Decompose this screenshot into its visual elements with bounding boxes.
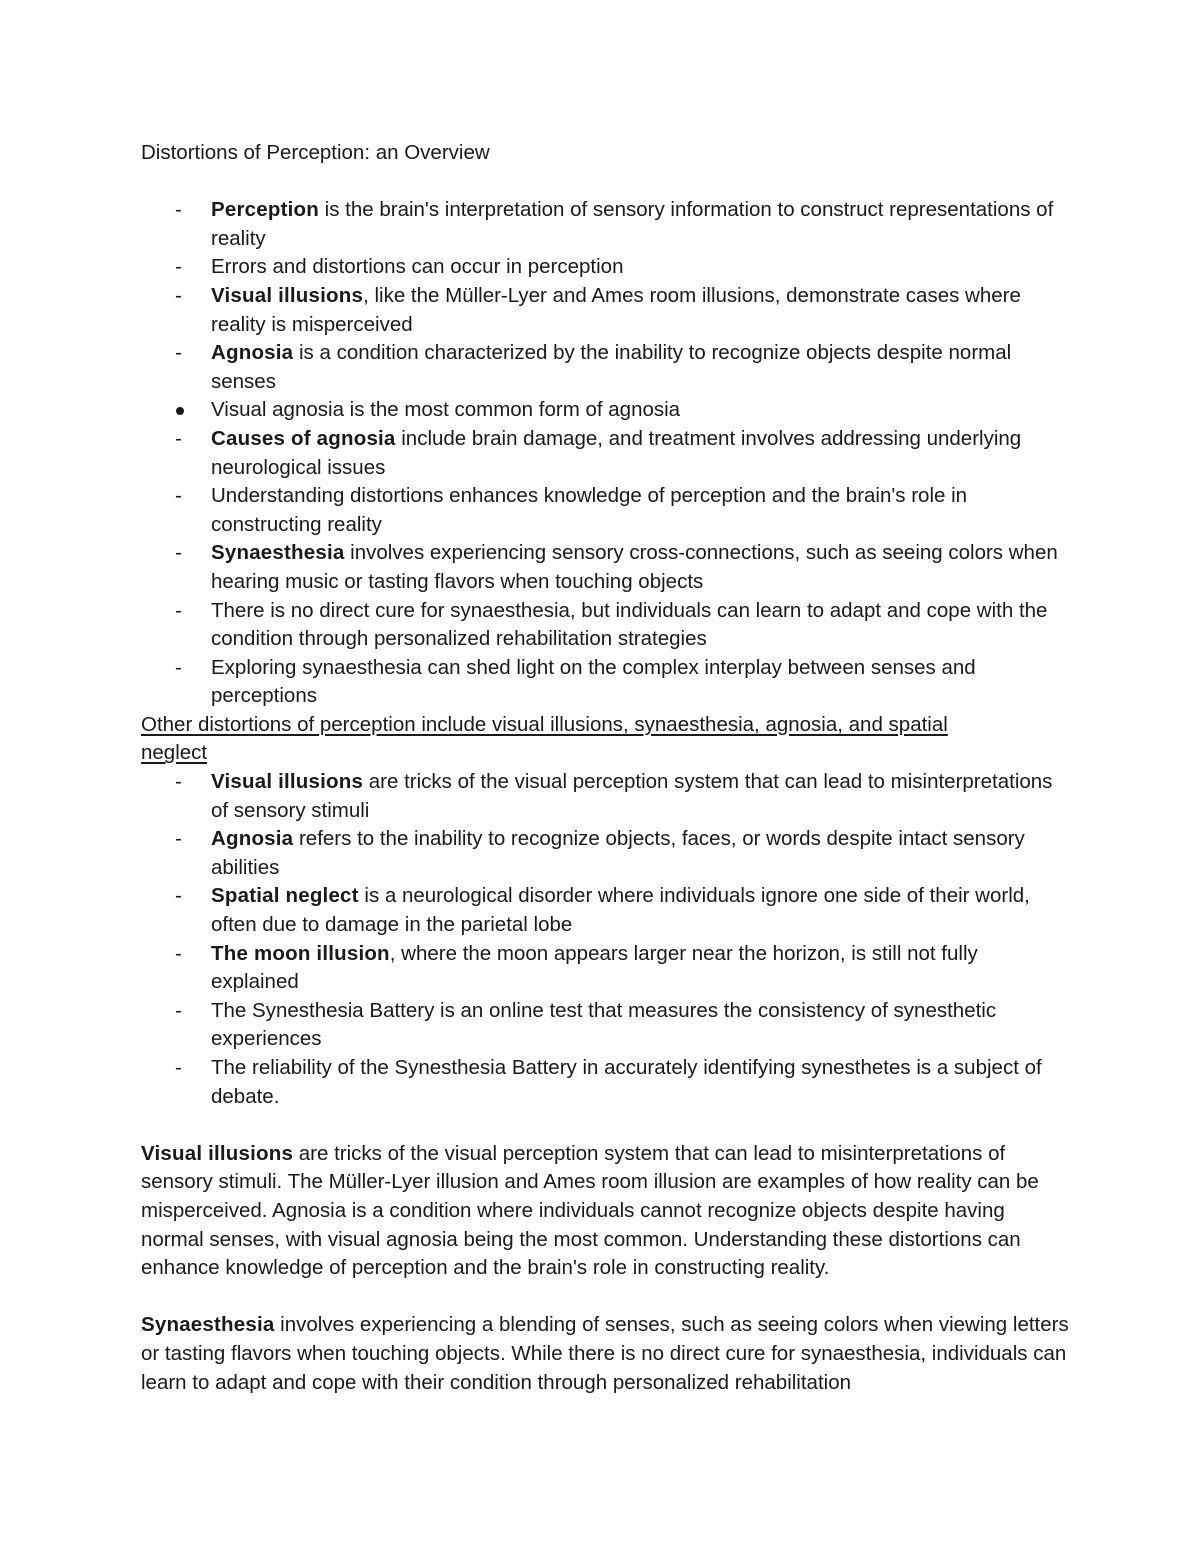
list-item <box>141 768 1071 825</box>
blank-line <box>141 1111 1071 1140</box>
list-item-text: , where the moon appears larger near the horizon, is still not fully explained <box>211 941 978 994</box>
list-item <box>141 282 1071 339</box>
list-item <box>141 1054 1071 1111</box>
list-item-text: involves experiencing sensory cross-connections, such as seeing colors when hearing music or tasting flavors when touching objects <box>211 541 1058 593</box>
dash-marker: - <box>175 998 182 1022</box>
dash-marker: - <box>175 484 182 508</box>
dash-marker: - <box>175 827 182 851</box>
bold-term: The moon illusion <box>211 941 390 965</box>
dash-marker: - <box>175 283 182 307</box>
bold-term: Visual illusions <box>211 770 364 794</box>
list-item <box>141 997 1071 1054</box>
list-item <box>141 539 1071 596</box>
bold-term: Spatial neglect <box>211 884 359 908</box>
list-item <box>141 825 1071 882</box>
dash-marker: - <box>175 341 182 365</box>
visual-illusions-paragraph <box>141 1140 1071 1283</box>
bold-term: Agnosia <box>211 827 294 851</box>
bold-term: Perception <box>211 198 319 222</box>
paragraph-text: are tricks of the visual perception system that can lead to misinterpretations of sensory stimuli. The Müller-Lyer illusion and Ames room illusion are examples of how reality can be misperceived. Agnosia is a condition where individuals cannot recognize objects despite having normal senses, with visual agnosia being the most common. Understanding these distortions can enhance knowledge of perception and the brain's role in constructing reality. <box>141 1141 1039 1280</box>
blank-line <box>141 168 1071 197</box>
bold-term: Visual illusions <box>211 283 364 307</box>
dash-marker: - <box>175 884 182 908</box>
list-item <box>141 882 1071 939</box>
paragraph-bold-term: Synaesthesia <box>141 1313 275 1337</box>
dash-marker: - <box>175 770 182 794</box>
dash-marker: - <box>175 941 182 965</box>
blank-line <box>141 1283 1071 1312</box>
dash-marker: - <box>175 1056 182 1079</box>
other-distortions-bullet-list <box>141 768 1071 1111</box>
list-item <box>141 396 1071 425</box>
list-item-text: is a condition characterized by the inability to recognize objects despite normal senses <box>211 341 1012 393</box>
list-item-text: Exploring synaesthesia can shed light on the complex interplay between senses and perceptions <box>211 655 976 708</box>
list-item <box>141 253 1071 282</box>
list-item <box>141 425 1071 482</box>
paragraph-text: involves experiencing a blending of senses, such as seeing colors when viewing letters or tasting flavors when touching objects. While there is no direct cure for synaesthesia, individuals can learn to adapt and cope with their condition through personalized rehabilitation <box>141 1313 1069 1394</box>
dash-marker: - <box>175 198 182 222</box>
list-item-text: refers to the inability to recognize objects, faces, or words despite intact sensory abilities <box>211 827 1025 879</box>
bold-term: Agnosia <box>211 341 294 365</box>
paragraph-bold-term: Visual illusions <box>141 1141 294 1165</box>
list-item-text: Understanding distortions enhances knowledge of perception and the brain's role in constructing reality <box>211 484 968 536</box>
section-heading: Other distortions of perception include visual illusions, synaesthesia, agnosia, and spatial neglect <box>141 712 948 765</box>
list-item-text: The reliability of the Synesthesia Battery in accurately identifying synesthetes is a subject of debate. <box>211 1056 1042 1108</box>
dash-marker: - <box>175 655 182 679</box>
dash-marker: - <box>175 426 182 450</box>
list-item-text: , like the Müller-Lyer and Ames room illusions, demonstrate cases where reality is misperceived <box>211 283 1021 336</box>
list-item-text: Errors and distortions can occur in perception <box>211 255 624 279</box>
list-item-text: The Synesthesia Battery is an online test that measures the consistency of synesthetic experiences <box>211 998 997 1051</box>
synaesthesia-paragraph <box>141 1311 1071 1397</box>
dash-marker: - <box>175 598 182 622</box>
bold-term: Synaesthesia <box>211 541 345 565</box>
document-body <box>141 139 1071 1397</box>
list-item-text: There is no direct cure for synaesthesia, but individuals can learn to adapt and cope with the condition through personalized rehabilitation strategies <box>211 598 1048 651</box>
list-item <box>141 339 1071 396</box>
list-item-text: include brain damage, and treatment involves addressing underlying neurological issues <box>211 426 1022 479</box>
list-item <box>141 597 1071 654</box>
list-item <box>141 654 1071 711</box>
list-item <box>141 482 1071 539</box>
list-item-text: are tricks of the visual perception system that can lead to misinterpretations of sensory stimuli <box>211 770 1053 822</box>
list-item <box>141 940 1071 997</box>
dash-marker: - <box>175 541 182 565</box>
list-item-text: is a neurological disorder where individuals ignore one side of their world, often due to damage in the parietal lobe <box>211 884 1030 937</box>
list-item-text: Visual agnosia is the most common form of agnosia <box>211 398 681 422</box>
overview-bullet-list <box>141 196 1071 711</box>
dash-marker: - <box>175 255 182 279</box>
list-item-text: is the brain's interpretation of sensory information to construct representations of reality <box>211 198 1054 250</box>
document-title: Distortions of Perception: an Overview <box>141 141 490 164</box>
bullet-dot-icon <box>176 407 184 415</box>
list-item <box>141 196 1071 253</box>
bold-term: Causes of agnosia <box>211 426 396 450</box>
